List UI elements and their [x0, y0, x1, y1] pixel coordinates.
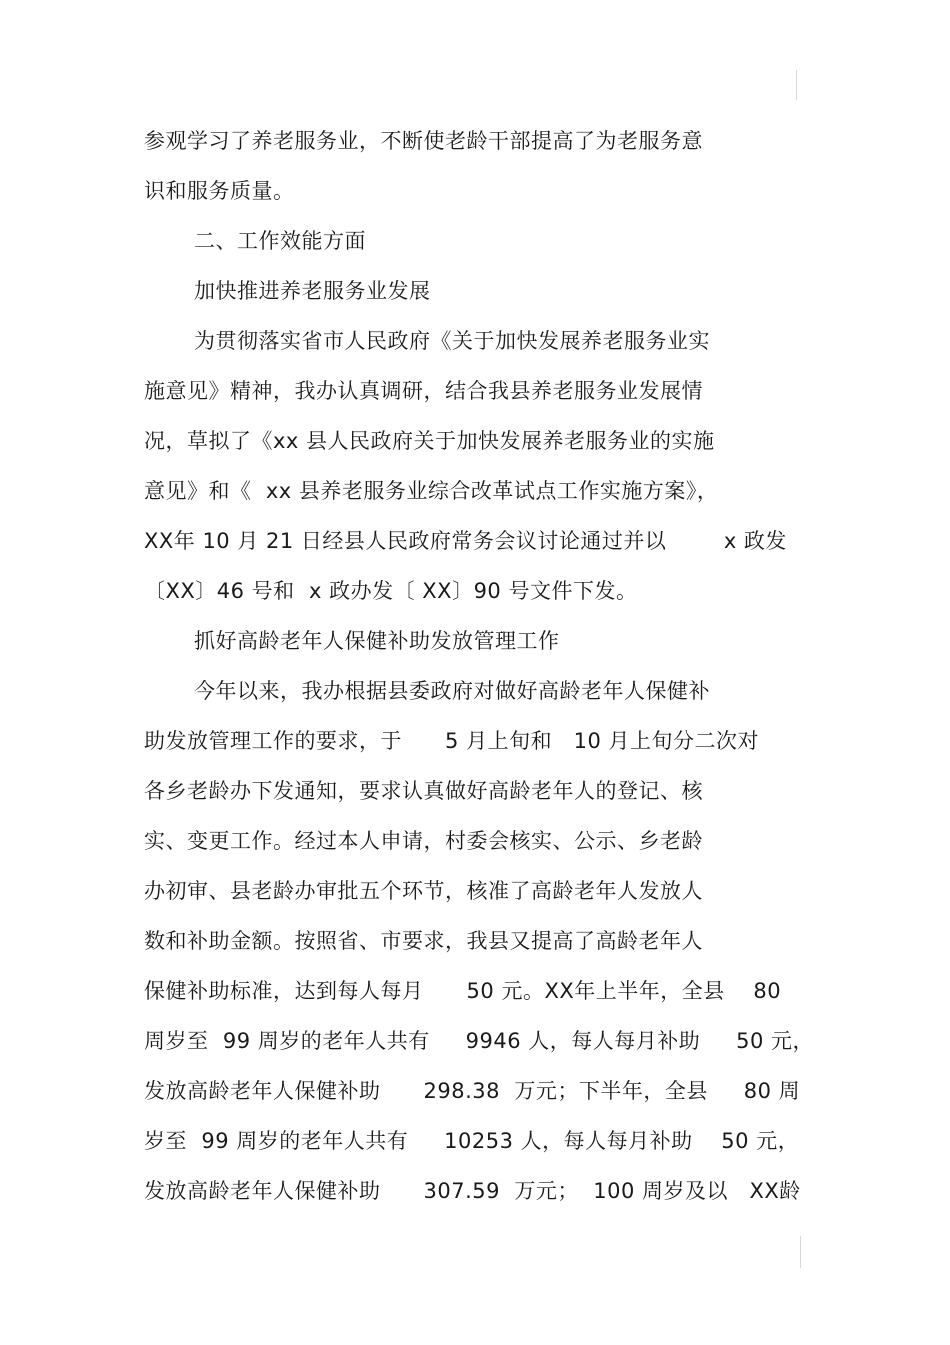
- page-corner-mark-top: [796, 70, 797, 100]
- text-line: 保健补助标准，达到每人每月 50 元。XX年上半年，全县 80: [144, 979, 782, 1003]
- text-line: 施意见》精神，我办认真调研，结合我县养老服务业发展情: [144, 379, 703, 403]
- page-corner-mark-bottom: [800, 1236, 801, 1268]
- text-line: 发放高龄老年人保健补助 298.38 万元；下半年，全县 80 周: [144, 1079, 801, 1103]
- subsection-heading: 抓好高龄老年人保健补助发放管理工作: [194, 629, 560, 653]
- text-line: 意见》和《 xx 县养老服务业综合改革试点工作实施方案》，: [144, 479, 719, 503]
- subsection-heading: 加快推进养老服务业发展: [194, 279, 431, 303]
- text-line: 周岁至 99 周岁的老年人共有 9946 人，每人每月补助 50 元，: [144, 1029, 815, 1053]
- text-line: 各乡老龄办下发通知，要求认真做好高龄老年人的登记、核: [144, 779, 703, 803]
- section-heading: 二、工作效能方面: [194, 229, 366, 253]
- text-line: 今年以来，我办根据县委政府对做好高龄老年人保健补: [194, 679, 710, 703]
- text-line: 数和补助金额。按照省、市要求，我县又提高了高龄老年人: [144, 929, 703, 953]
- text-line: 办初审、县老龄办审批五个环节，核准了高龄老年人发放人: [144, 879, 703, 903]
- text-line: 发放高龄老年人保健补助 307.59 万元； 100 周岁及以 XX龄: [144, 1179, 801, 1203]
- text-line: XX年 10 月 21 日经县人民政府常务会议讨论通过并以 x 政发: [144, 529, 787, 553]
- text-line: 〔XX〕46 号和 x 政办发〔 XX〕90 号文件下发。: [144, 579, 638, 603]
- text-line: 参观学习了养老服务业，不断使老龄干部提高了为老服务意: [144, 129, 703, 153]
- text-line: 岁至 99 周岁的老年人共有 10253 人，每人每月补助 50 元，: [144, 1129, 800, 1153]
- text-line: 为贯彻落实省市人民政府《关于加快发展养老服务业实: [194, 329, 710, 353]
- text-line: 况，草拟了《xx 县人民政府关于加快发展养老服务业的实施: [144, 429, 715, 453]
- text-line: 实、变更工作。经过本人申请，村委会核实、公示、乡老龄: [144, 829, 703, 853]
- text-line: 识和服务质量。: [144, 179, 295, 203]
- text-line: 助发放管理工作的要求，于 5 月上旬和 10 月上旬分二次对: [144, 729, 760, 753]
